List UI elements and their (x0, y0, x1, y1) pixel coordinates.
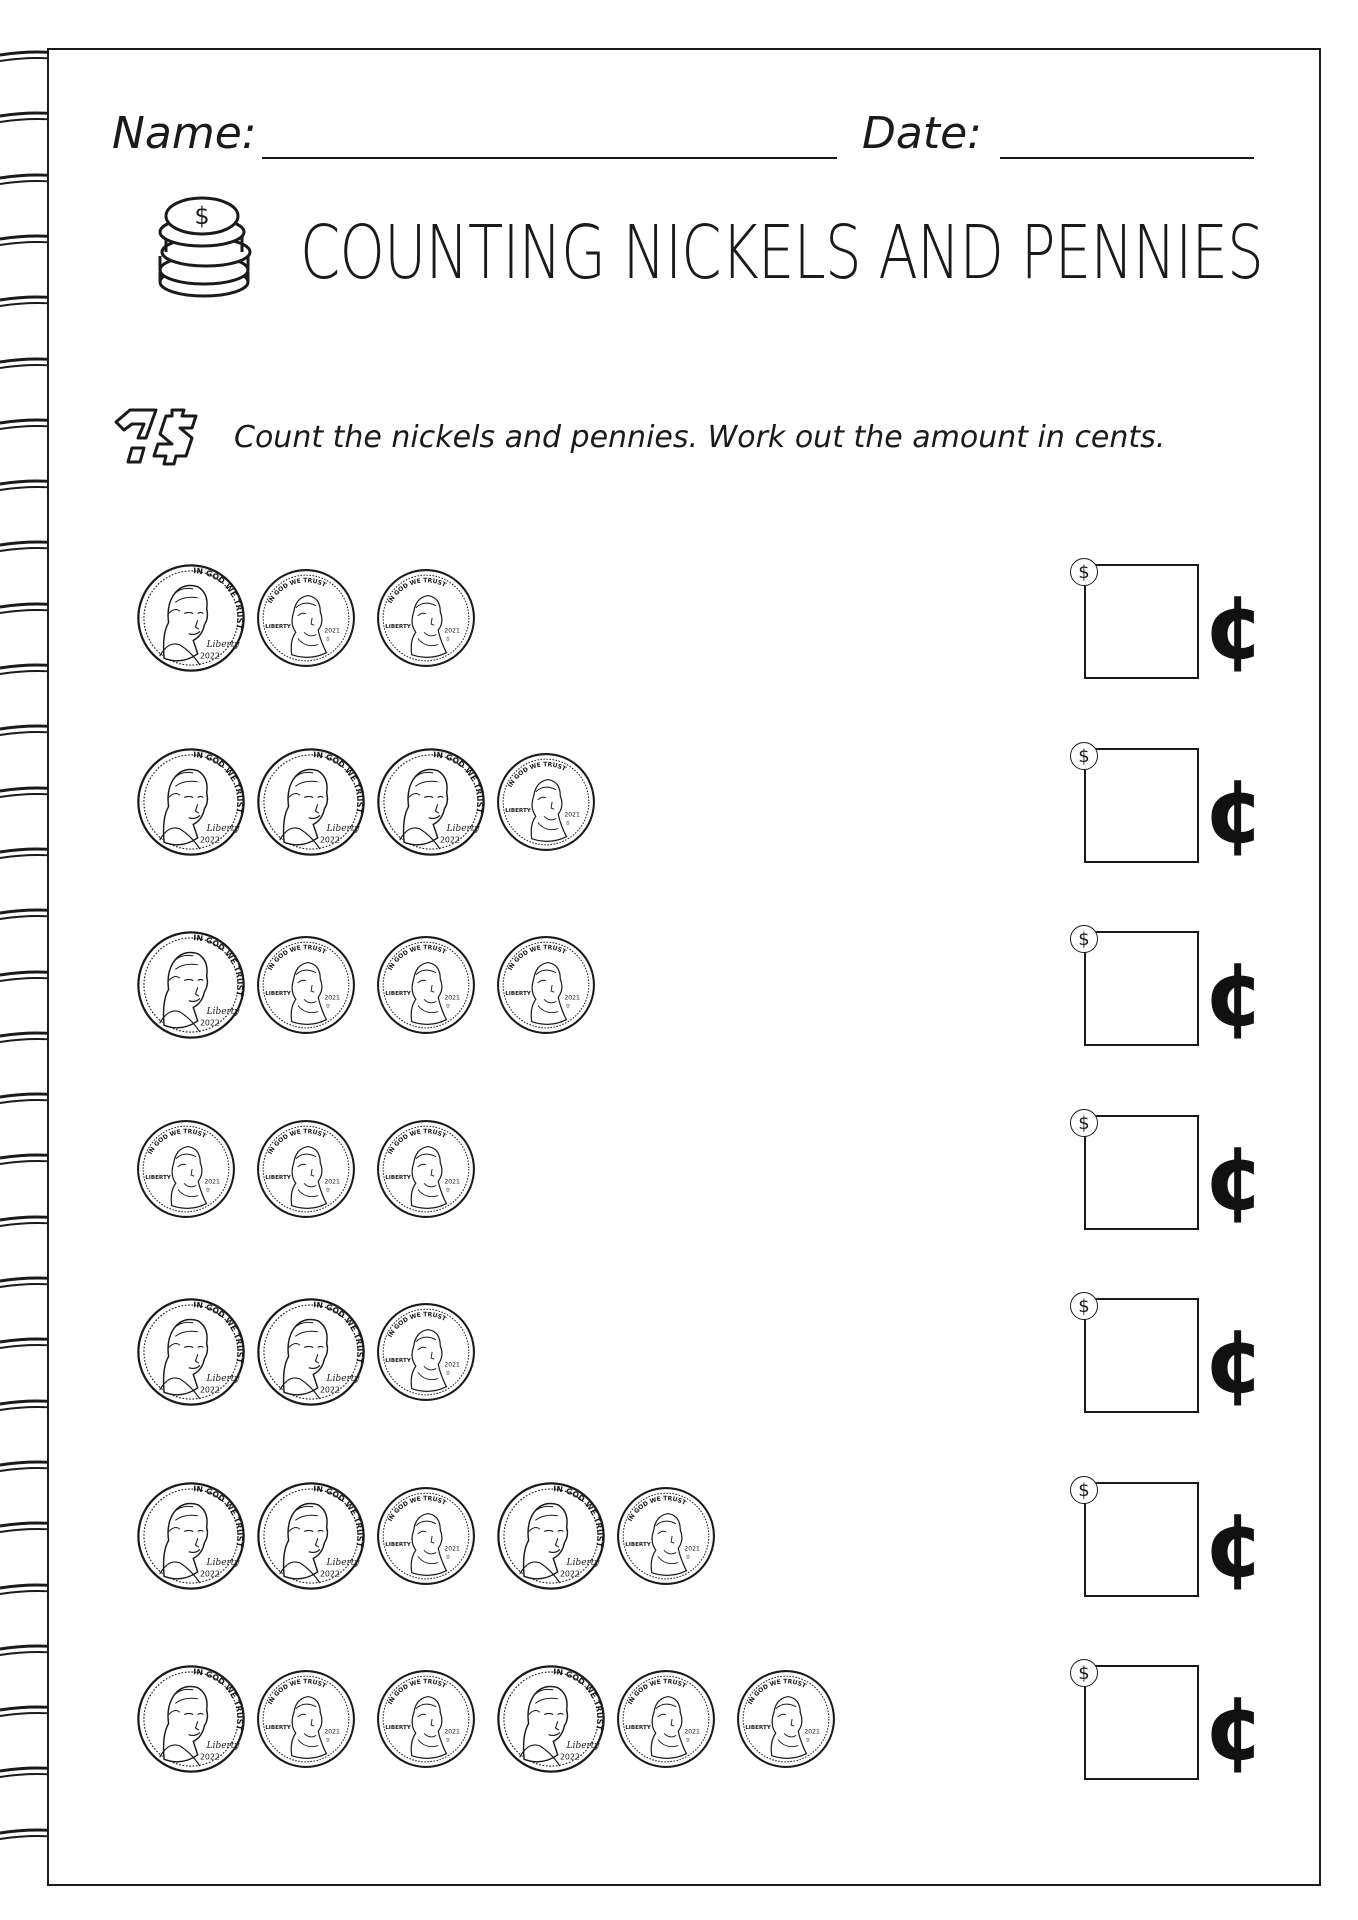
cent-symbol: ¢ (1204, 759, 1266, 863)
svg-text:IN GOD WE TRUST: IN GOD WE TRUST (193, 749, 245, 814)
svg-text:IN GOD WE TRUST: IN GOD WE TRUST (266, 944, 328, 972)
svg-text:IN GOD WE TRUST: IN GOD WE TRUST (386, 944, 448, 972)
penny-coin (615, 1485, 717, 1587)
name-field[interactable] (262, 157, 837, 159)
cent-symbol: ¢ (1204, 943, 1266, 1046)
svg-text:IN GOD WE TRUST: IN GOD WE TRUST (193, 1667, 245, 1731)
svg-text:2021: 2021 (444, 994, 460, 1002)
question-dollar-icon (110, 404, 206, 470)
svg-text:2021: 2021 (444, 627, 460, 635)
svg-text:IN GOD WE TRUST: IN GOD WE TRUST (386, 577, 448, 605)
cent-symbol: ¢ (1204, 1493, 1266, 1597)
nickel-coin (375, 746, 487, 858)
answer-box[interactable] (1084, 931, 1199, 1046)
svg-text:2021: 2021 (324, 994, 340, 1002)
svg-text:IN GOD WE TRUST: IN GOD WE TRUST (313, 749, 365, 814)
answer-box[interactable] (1084, 1665, 1199, 1780)
svg-text:IN GOD WE TRUST: IN GOD WE TRUST (266, 1127, 328, 1156)
svg-text:D: D (326, 1737, 330, 1743)
svg-text:D: D (446, 1553, 450, 1559)
svg-text:D: D (446, 636, 450, 642)
svg-text:2021: 2021 (804, 1728, 820, 1736)
svg-text:LIBERTY: LIBERTY (265, 991, 291, 998)
svg-text:2022: 2022 (199, 834, 220, 844)
coin-row (0, 562, 1358, 692)
svg-text:Liberty: Liberty (326, 823, 360, 834)
penny-coin (255, 1118, 357, 1220)
dollar-badge-icon: $ (1070, 1292, 1098, 1320)
answer-box[interactable] (1084, 1115, 1199, 1230)
svg-text:2021: 2021 (444, 1177, 460, 1185)
name-label: Name: (112, 108, 257, 159)
svg-text:2021: 2021 (564, 810, 580, 818)
svg-text:LIBERTY: LIBERTY (385, 1725, 411, 1732)
dollar-badge-icon: $ (1070, 1109, 1098, 1137)
nickel-coin (135, 1663, 247, 1775)
svg-text:LIBERTY: LIBERTY (385, 1358, 411, 1365)
svg-text:2021: 2021 (324, 1728, 340, 1736)
svg-text:2022: 2022 (559, 1752, 580, 1762)
svg-text:IN GOD WE TRUST: IN GOD WE TRUST (146, 1127, 208, 1156)
svg-text:IN GOD WE TRUST: IN GOD WE TRUST (193, 566, 245, 630)
svg-text:IN GOD WE TRUST: IN GOD WE TRUST (553, 1483, 605, 1548)
svg-text:IN GOD WE TRUST: IN GOD WE TRUST (386, 1311, 448, 1339)
svg-text:IN GOD WE TRUST: IN GOD WE TRUST (626, 1678, 688, 1706)
answer-box[interactable] (1084, 564, 1199, 679)
dollar-badge-icon: $ (1070, 558, 1098, 586)
svg-text:IN GOD WE TRUST: IN GOD WE TRUST (193, 1483, 245, 1548)
svg-text:IN GOD WE TRUST: IN GOD WE TRUST (266, 1678, 328, 1706)
svg-text:LIBERTY: LIBERTY (385, 991, 411, 998)
svg-text:D: D (206, 1186, 210, 1192)
cent-symbol: ¢ (1204, 576, 1266, 679)
svg-text:D: D (326, 1003, 330, 1009)
svg-text:LIBERTY: LIBERTY (385, 1174, 411, 1181)
svg-text:D: D (446, 1370, 450, 1376)
svg-text:IN GOD WE TRUST: IN GOD WE TRUST (193, 933, 245, 997)
nickel-coin (255, 1296, 367, 1408)
penny-coin (255, 1668, 357, 1770)
svg-text:LIBERTY: LIBERTY (265, 1174, 291, 1181)
nickel-coin (135, 1480, 247, 1592)
penny-coin (735, 1668, 837, 1770)
svg-text:2021: 2021 (204, 1177, 220, 1185)
coin-row (0, 1480, 1358, 1610)
nickel-coin (135, 562, 247, 674)
svg-text:IN GOD WE TRUST: IN GOD WE TRUST (506, 944, 568, 972)
svg-text:Liberty: Liberty (326, 1374, 360, 1385)
penny-coin (495, 934, 597, 1036)
svg-text:D: D (686, 1737, 690, 1743)
svg-text:D: D (446, 1186, 450, 1192)
svg-text:D: D (446, 1003, 450, 1009)
svg-text:2021: 2021 (564, 994, 580, 1002)
svg-text:2021: 2021 (444, 1728, 460, 1736)
svg-text:2021: 2021 (684, 1728, 700, 1736)
svg-text:2021: 2021 (684, 1544, 700, 1552)
answer-box[interactable] (1084, 1482, 1199, 1597)
svg-text:2021: 2021 (444, 1544, 460, 1552)
svg-text:IN GOD WE TRUST: IN GOD WE TRUST (386, 1127, 448, 1156)
svg-text:IN GOD WE TRUST: IN GOD WE TRUST (626, 1494, 688, 1523)
svg-text:2022: 2022 (319, 834, 340, 844)
penny-coin (375, 1668, 477, 1770)
svg-text:2022: 2022 (199, 651, 220, 661)
cent-symbol: ¢ (1204, 1677, 1266, 1780)
svg-text:D: D (326, 1186, 330, 1192)
penny-coin (375, 934, 477, 1036)
svg-text:LIBERTY: LIBERTY (385, 624, 411, 631)
dollar-badge-icon: $ (1070, 925, 1098, 953)
svg-text:LIBERTY: LIBERTY (745, 1725, 771, 1732)
cent-symbol: ¢ (1204, 1310, 1266, 1413)
page-title: COUNTING NICKELS AND PENNIES (300, 210, 1264, 296)
svg-text:LIBERTY: LIBERTY (385, 1541, 411, 1548)
svg-text:LIBERTY: LIBERTY (625, 1725, 651, 1732)
svg-text:Liberty: Liberty (206, 1557, 240, 1568)
dollar-badge-icon: $ (1070, 742, 1098, 770)
stacked-coins-dollar-icon (154, 196, 254, 300)
svg-text:Liberty: Liberty (206, 640, 240, 651)
svg-text:2022: 2022 (199, 1752, 220, 1762)
svg-text:Liberty: Liberty (566, 1741, 600, 1752)
svg-text:2022: 2022 (199, 1568, 220, 1578)
svg-text:IN GOD WE TRUST: IN GOD WE TRUST (313, 1300, 365, 1364)
penny-coin (255, 934, 357, 1036)
svg-text:2022: 2022 (439, 834, 460, 844)
penny-coin (495, 751, 597, 853)
svg-text:2022: 2022 (199, 1385, 220, 1395)
penny-coin (375, 1118, 477, 1220)
answer-box[interactable] (1084, 748, 1199, 863)
svg-text:LIBERTY: LIBERTY (505, 807, 531, 814)
nickel-coin (135, 746, 247, 858)
svg-text:IN GOD WE TRUST: IN GOD WE TRUST (193, 1300, 245, 1364)
svg-text:2021: 2021 (324, 1177, 340, 1185)
nickel-coin (255, 746, 367, 858)
svg-text:LIBERTY: LIBERTY (265, 1725, 291, 1732)
svg-text:2022: 2022 (319, 1385, 340, 1395)
svg-text:Liberty: Liberty (446, 823, 480, 834)
dollar-badge-icon: $ (1070, 1659, 1098, 1687)
nickel-coin (495, 1663, 607, 1775)
svg-text:LIBERTY: LIBERTY (145, 1174, 171, 1181)
nickel-coin (255, 1480, 367, 1592)
svg-text:LIBERTY: LIBERTY (505, 991, 531, 998)
coin-row (0, 1113, 1358, 1243)
svg-text:2022: 2022 (199, 1018, 220, 1028)
svg-text:IN GOD WE TRUST: IN GOD WE TRUST (746, 1678, 808, 1706)
penny-coin (375, 1301, 477, 1403)
date-label: Date: (862, 108, 982, 159)
svg-text:IN GOD WE TRUST: IN GOD WE TRUST (313, 1483, 365, 1548)
svg-text:Liberty: Liberty (566, 1557, 600, 1568)
coin-row (0, 1663, 1358, 1793)
svg-text:2021: 2021 (444, 1361, 460, 1369)
coin-row (0, 1296, 1358, 1426)
svg-text:D: D (686, 1553, 690, 1559)
svg-text:D: D (806, 1737, 810, 1743)
svg-text:Liberty: Liberty (326, 1557, 360, 1568)
penny-coin (615, 1668, 717, 1770)
coin-row (0, 746, 1358, 876)
svg-text:IN GOD WE TRUST: IN GOD WE TRUST (433, 749, 485, 814)
svg-text:$: $ (194, 202, 210, 230)
coin-row (0, 929, 1358, 1059)
svg-text:Liberty: Liberty (206, 823, 240, 834)
svg-text:IN GOD WE TRUST: IN GOD WE TRUST (553, 1667, 605, 1731)
svg-text:2021: 2021 (324, 627, 340, 635)
svg-text:D: D (566, 1003, 570, 1009)
dollar-badge-icon: $ (1070, 1476, 1098, 1504)
penny-coin (255, 567, 357, 669)
penny-coin (375, 1485, 477, 1587)
penny-coin (135, 1118, 237, 1220)
svg-text:D: D (566, 819, 570, 825)
svg-text:Liberty: Liberty (206, 1007, 240, 1018)
penny-coin (375, 567, 477, 669)
svg-text:IN GOD WE TRUST: IN GOD WE TRUST (386, 1678, 448, 1706)
svg-text:D: D (446, 1737, 450, 1743)
svg-text:Liberty: Liberty (206, 1741, 240, 1752)
nickel-coin (495, 1480, 607, 1592)
nickel-coin (135, 1296, 247, 1408)
cent-symbol: ¢ (1204, 1126, 1266, 1230)
svg-text:Liberty: Liberty (206, 1374, 240, 1385)
nickel-coin (135, 929, 247, 1041)
answer-box[interactable] (1084, 1298, 1199, 1413)
svg-text:LIBERTY: LIBERTY (265, 624, 291, 631)
svg-text:D: D (326, 636, 330, 642)
svg-text:IN GOD WE TRUST: IN GOD WE TRUST (266, 577, 328, 605)
svg-text:IN GOD WE TRUST: IN GOD WE TRUST (386, 1494, 448, 1523)
svg-text:2022: 2022 (559, 1568, 580, 1578)
instruction-text: Count the nickels and pennies. Work out the amount in cents. (234, 420, 1166, 455)
svg-text:IN GOD WE TRUST: IN GOD WE TRUST (506, 760, 568, 789)
date-field[interactable] (1000, 157, 1254, 159)
svg-text:LIBERTY: LIBERTY (625, 1541, 651, 1548)
svg-text:2022: 2022 (319, 1568, 340, 1578)
